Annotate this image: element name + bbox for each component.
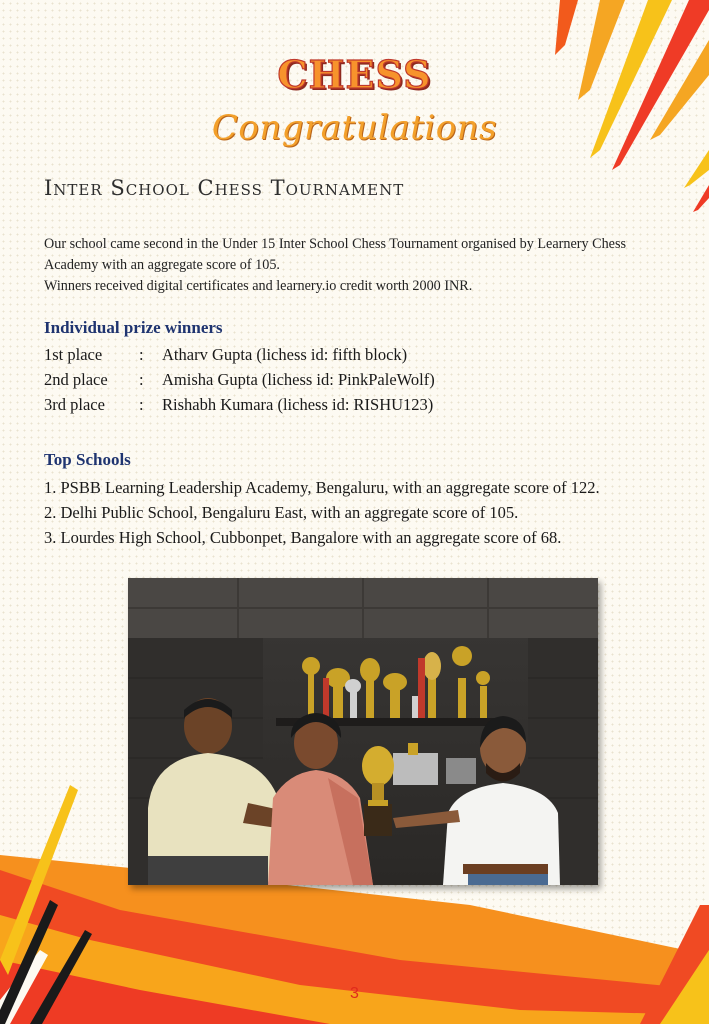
top-schools-heading: Top Schools bbox=[44, 450, 131, 469]
intro-line: Our school came second in the Under 15 Inter School Chess Tournament organised by Learnery Chess Academy with an aggregate score of 105. bbox=[44, 236, 626, 273]
intro-paragraph bbox=[44, 234, 674, 297]
winner-separator: : bbox=[139, 395, 144, 414]
winner-row bbox=[44, 342, 435, 367]
winner-place: 1st place bbox=[44, 345, 103, 364]
title-congratulations: Congratulations bbox=[211, 108, 498, 148]
winner-name: Atharv Gupta (lichess id: fifth block) bbox=[162, 345, 408, 364]
winner-separator: : bbox=[139, 345, 144, 364]
school-item: 2. Delhi Public School, Bengaluru East, with an aggregate score of 105. bbox=[44, 503, 519, 522]
winner-name: Rishabh Kumara (lichess id: RISHU123) bbox=[162, 395, 434, 414]
winners-heading: Individual prize winners bbox=[44, 318, 223, 337]
winner-place: 3rd place bbox=[44, 395, 105, 414]
section-heading: Inter School Chess Tournament bbox=[44, 176, 405, 200]
winner-name: Amisha Gupta (lichess id: PinkPaleWolf) bbox=[162, 370, 435, 389]
title-chess: CHESS bbox=[277, 52, 432, 97]
winner-row bbox=[44, 392, 435, 417]
photo-illustration bbox=[128, 578, 598, 885]
winners-list bbox=[44, 342, 435, 417]
page-number: 3 bbox=[350, 985, 359, 1002]
winner-place: 2nd place bbox=[44, 370, 108, 389]
top-schools-list bbox=[44, 475, 600, 550]
school-item: 1. PSBB Learning Leadership Academy, Bengaluru, with an aggregate score of 122. bbox=[44, 478, 600, 497]
intro-line: Winners received digital certificates and learnery.io credit worth 2000 INR. bbox=[44, 278, 473, 294]
winner-separator: : bbox=[139, 370, 144, 389]
school-item: 3. Lourdes High School, Cubbonpet, Bangalore with an aggregate score of 68. bbox=[44, 528, 562, 547]
winner-row bbox=[44, 367, 435, 392]
trophy-presentation-photo bbox=[128, 578, 598, 885]
